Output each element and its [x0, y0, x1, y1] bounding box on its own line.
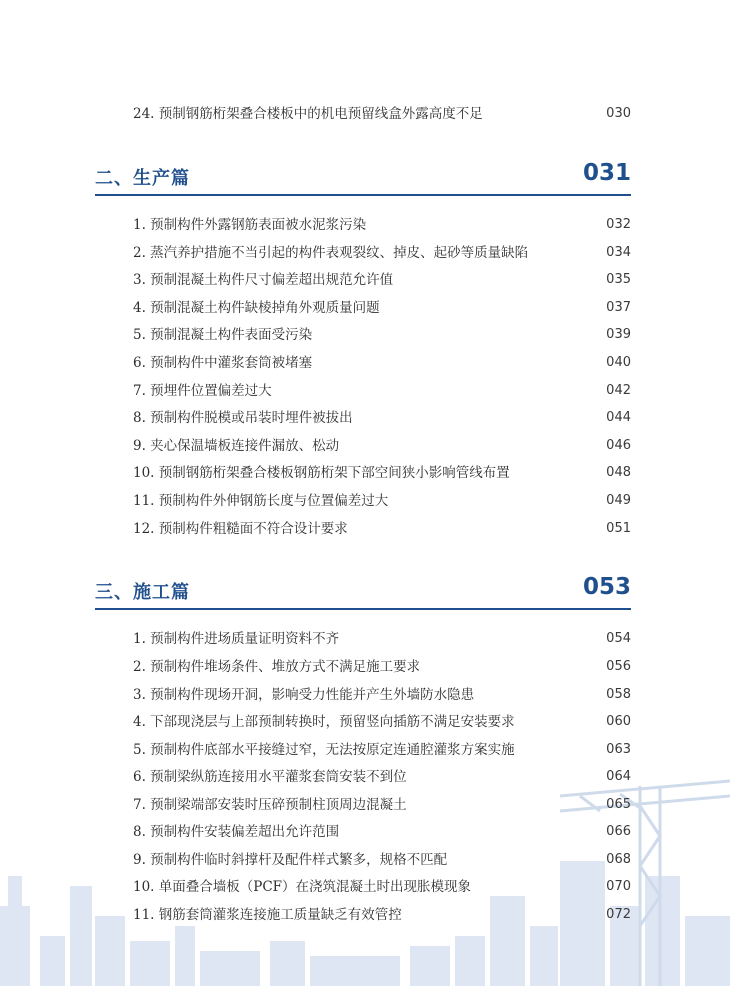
toc-entry-title: 9. 夹心保温墙板连接件漏放、松动 [133, 438, 340, 454]
toc-entry-page: 046 [606, 438, 631, 453]
toc-entry-page: 035 [606, 272, 631, 287]
toc-entry-page: 064 [606, 769, 631, 784]
toc-entry-title: 7. 预制梁端部安装时压碎预制柱顶周边混凝土 [133, 797, 407, 813]
toc-entry[interactable] [133, 462, 631, 484]
toc-entry-title: 2. 预制构件堆场条件、堆放方式不满足施工要求 [133, 659, 421, 675]
toc-entry[interactable] [133, 380, 631, 402]
toc-entry-page: 040 [606, 355, 631, 370]
toc-entry-page: 049 [606, 493, 631, 508]
section-title: 三、施工篇 [95, 582, 190, 603]
toc-entry[interactable] [133, 297, 631, 319]
toc-entry[interactable] [133, 103, 631, 125]
toc-entry[interactable] [133, 684, 631, 706]
toc-entry[interactable] [133, 849, 631, 871]
toc-entry-title: 9. 预制构件临时斜撑杆及配件样式繁多，规格不匹配 [133, 852, 448, 868]
toc-entry[interactable] [133, 352, 631, 374]
toc-entry-title: 4. 预制混凝土构件缺棱掉角外观质量问题 [133, 300, 380, 316]
toc-entry-page: 037 [606, 300, 631, 315]
toc-entry-title: 2. 蒸汽养护措施不当引起的构件表观裂纹、掉皮、起砂等质量缺陷 [133, 245, 529, 261]
section-divider [95, 608, 631, 610]
toc-entry-page: 032 [606, 217, 631, 232]
toc-entry[interactable] [133, 214, 631, 236]
toc-entry-title: 10. 单面叠合墙板（PCF）在浇筑混凝土时出现胀模现象 [133, 879, 472, 895]
toc-entry-page: 072 [606, 907, 631, 922]
toc-entry-title: 1. 预制构件进场质量证明资料不齐 [133, 631, 340, 647]
toc-entry[interactable] [133, 490, 631, 512]
section-page-number: 031 [582, 160, 631, 186]
toc-entry-title: 8. 预制构件脱模或吊装时埋件被拔出 [133, 410, 353, 426]
toc-entry-title: 5. 预制混凝土构件表面受污染 [133, 327, 313, 343]
toc-entry[interactable] [133, 518, 631, 540]
toc-entry[interactable] [133, 407, 631, 429]
toc-entry-title: 24. 预制钢筋桁架叠合楼板中的机电预留线盒外露高度不足 [133, 106, 483, 122]
section-divider [95, 194, 631, 196]
toc-entry-page: 068 [606, 852, 631, 867]
toc-entry-title: 5. 预制构件底部水平接缝过窄，无法按原定连通腔灌浆方案实施 [133, 742, 515, 758]
toc-entry[interactable] [133, 656, 631, 678]
section-heading-construction[interactable] [95, 572, 631, 616]
section-title: 二、生产篇 [95, 168, 190, 189]
toc-entry-page: 051 [606, 521, 631, 536]
toc-entry-page: 056 [606, 659, 631, 674]
toc-entry-page: 054 [606, 631, 631, 646]
toc-entry[interactable] [133, 628, 631, 650]
section-heading-production[interactable] [95, 158, 631, 202]
toc-entry-title: 1. 预制构件外露钢筋表面被水泥浆污染 [133, 217, 367, 233]
toc-entry-title: 7. 预埋件位置偏差过大 [133, 383, 272, 399]
toc-entry-title: 6. 预制梁纵筋连接用水平灌浆套筒安装不到位 [133, 769, 407, 785]
toc-entry-page: 066 [606, 824, 631, 839]
toc-entry-page: 048 [606, 465, 631, 480]
toc-entry-title: 4. 下部现浇层与上部预制转换时，预留竖向插筋不满足安装要求 [133, 714, 515, 730]
toc-entry-page: 044 [606, 410, 631, 425]
toc-entry-page: 065 [606, 797, 631, 812]
toc-entry-page: 060 [606, 714, 631, 729]
toc-entry[interactable] [133, 766, 631, 788]
toc-entry[interactable] [133, 904, 631, 926]
toc-entry[interactable] [133, 794, 631, 816]
toc-entry-page: 063 [606, 742, 631, 757]
toc-entry-title: 11. 预制构件外伸钢筋长度与位置偏差过大 [133, 493, 389, 509]
toc-entry[interactable] [133, 876, 631, 898]
toc-entry-page: 058 [606, 687, 631, 702]
toc-entry-title: 11. 钢筋套筒灌浆连接施工质量缺乏有效管控 [133, 907, 402, 923]
toc-entry-title: 10. 预制钢筋桁架叠合楼板钢筋桁架下部空间狭小影响管线布置 [133, 465, 510, 481]
toc-entry-title: 8. 预制构件安装偏差超出允许范围 [133, 824, 340, 840]
toc-entry[interactable] [133, 324, 631, 346]
toc-entry[interactable] [133, 739, 631, 761]
toc-entry-title: 3. 预制混凝土构件尺寸偏差超出规范允许值 [133, 272, 394, 288]
toc-entry-page: 042 [606, 383, 631, 398]
toc-entry-page: 030 [606, 106, 631, 121]
toc-entry-page: 034 [606, 245, 631, 260]
section-page-number: 053 [582, 574, 631, 600]
toc-entry-title: 3. 预制构件现场开洞，影响受力性能并产生外墙防水隐患 [133, 687, 475, 703]
toc-entry-title: 12. 预制构件粗糙面不符合设计要求 [133, 521, 348, 537]
toc-entry[interactable] [133, 711, 631, 733]
toc-entry-title: 6. 预制构件中灌浆套筒被堵塞 [133, 355, 313, 371]
toc-entry[interactable] [133, 435, 631, 457]
toc-entry[interactable] [133, 821, 631, 843]
toc-entry-page: 039 [606, 327, 631, 342]
toc-entry[interactable] [133, 242, 631, 264]
toc-entry[interactable] [133, 269, 631, 291]
toc-entry-page: 070 [606, 879, 631, 894]
